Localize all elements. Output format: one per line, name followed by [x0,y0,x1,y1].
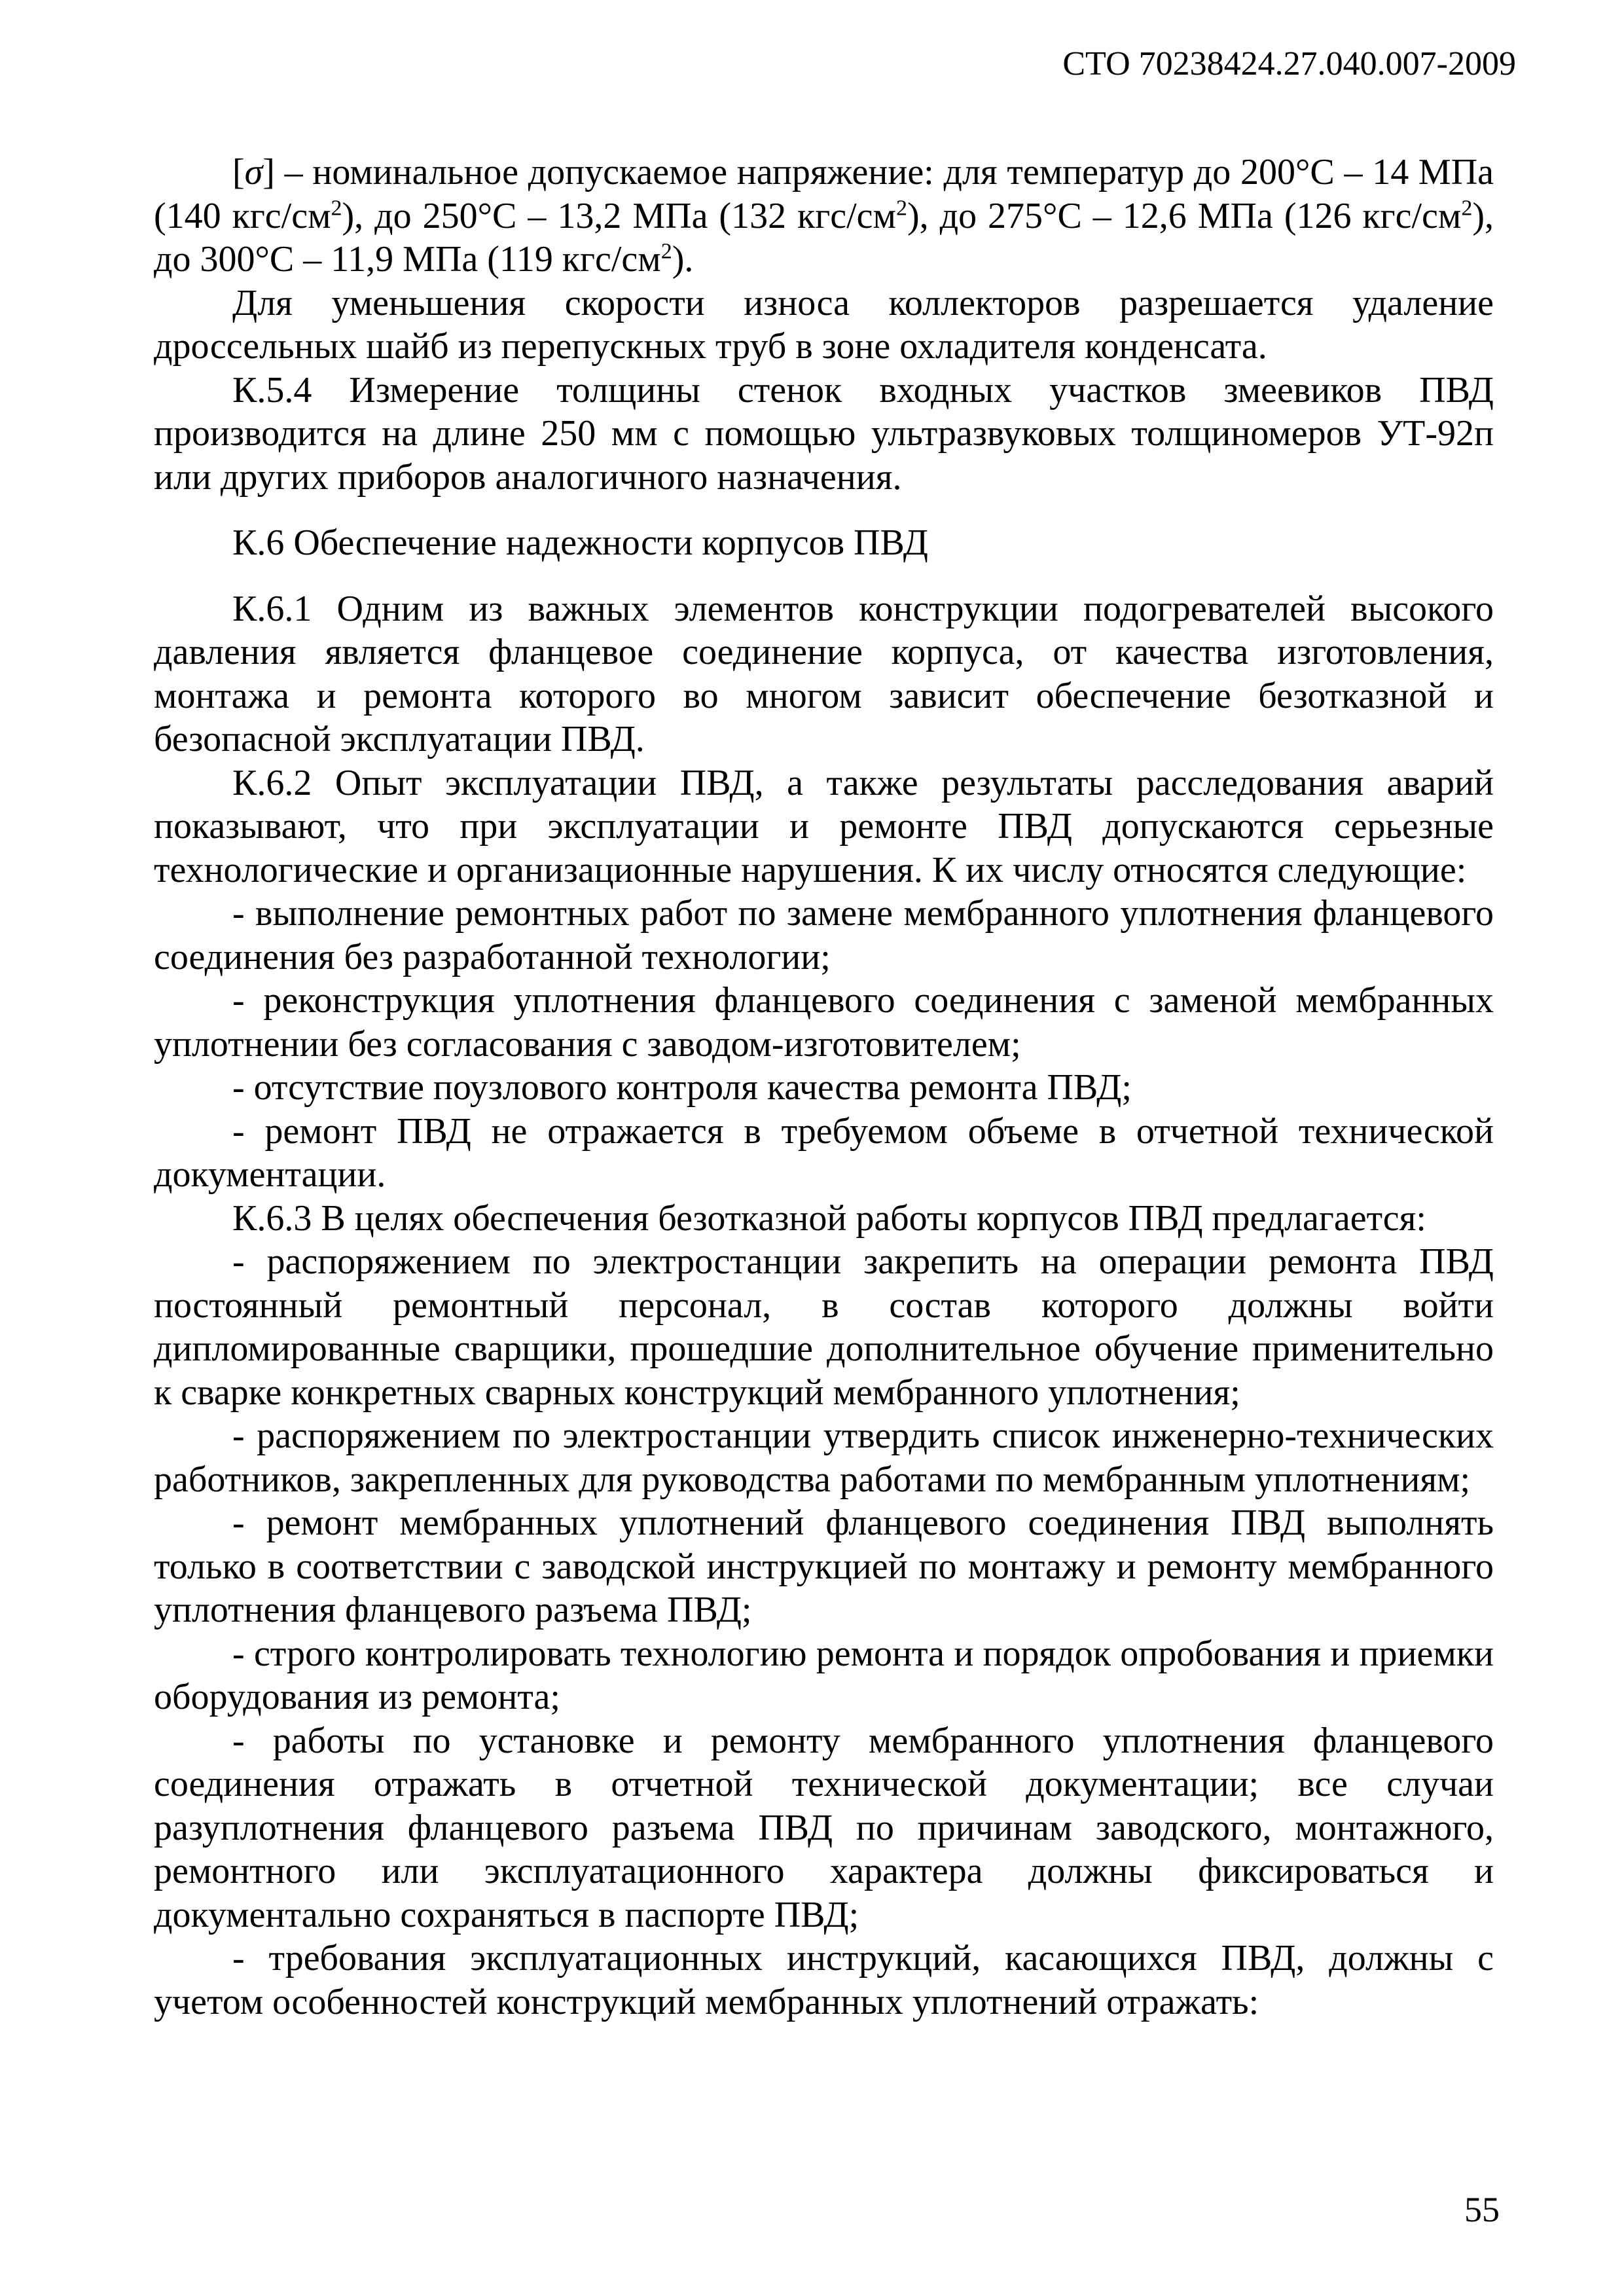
page-body [154,151,1494,2024]
list-item-k62: - реконструкция уплотнения фланцевого соединения с заменой мембранных уплотнении без согласования с заводом-изготовителем; [154,980,1494,1065]
stress-text-2: ), до 250°С – 13,2 МПа (132 кгс/см [342,195,896,236]
list-item-k62: - выполнение ремонтных работ по замене мембранного уплотнения фланцевого соединения без разработанной технологии; [154,893,1494,977]
list-item-k62: - ремонт ПВД не отражается в требуемом объеме в отчетной технической документации. [154,1110,1494,1195]
superscript-2: 2 [1461,195,1473,220]
stress-text-4: ), до 300°С – 11,9 МПа (119 кгс/см [154,195,1494,280]
bracket-open: [ [232,152,245,192]
paragraph-k54: К.5.4 Измерение толщины стенок входных участков змеевиков ПВД производится на длине 250 мм с помощью ультразвуковых толщиномеров УТ-92п или других приборов аналогичного назначения. [154,369,1494,498]
stress-text-5: ). [672,239,694,280]
superscript-2: 2 [895,195,907,220]
paragraph-allowable-stress [154,151,1494,282]
paragraph-collector-wear: Для уменьшения скорости износа коллекторов разрешается удаление дроссельных шайб из перепускных труб в зоне охладителя конденсата. [154,282,1494,367]
paragraph-k61: К.6.1 Одним из важных элементов конструкции подогревателей высокого давления является фланцевое соединение корпуса, от качества изготовления, монтажа и ремонта которого во многом зависит обеспечение безотказной и безопасной эксплуатации ПВД. [154,588,1494,759]
list-item-k62: - отсутствие поузлового контроля качества ремонта ПВД; [232,1067,1132,1108]
superscript-2: 2 [331,195,342,220]
list-item-k63: - строго контролировать технологию ремонта и порядок опробования и приемки оборудования из ремонта; [154,1633,1494,1717]
stress-text-3: ), до 275°С – 12,6 МПа (126 кгс/см [907,195,1462,236]
document-code-header: СТО 70238424.27.040.007-2009 [1062,45,1516,82]
paragraph-k63: К.6.3 В целях обеспечения безотказной работы корпусов ПВД предлагается: [232,1197,1426,1239]
list-item-k63: - распоряжением по электростанции утвердить список инженерно-технических работников, закрепленных для руководства работами по мембранным уплотнениям; [154,1415,1494,1500]
paragraph-k62: К.6.2 Опыт эксплуатации ПВД, а также результаты расследования аварий показывают, что при эксплуатации и ремонте ПВД допускаются серьезные технологические и организационные нарушения. К их числу относятся следующие: [154,762,1494,890]
page-number: 55 [1464,2190,1500,2229]
list-item-k63: - работы по установке и ремонту мембранного уплотнения фланцевого соединения отражать в отчетной технической документации; все случаи разуплотнения фланцевого разъема ПВД по причинам заводского, монтажного, ремонтного или эксплуатационного характера должны фиксироваться и документально сохраняться в паспорте ПВД; [154,1720,1494,1935]
list-item-k63: - ремонт мембранных уплотнений фланцевого соединения ПВД выполнять только в соответствии с заводской инструкцией по монтажу и ремонту мембранного уплотнения фланцевого разъема ПВД; [154,1503,1494,1630]
list-item-k63: - требования эксплуатационных инструкций, касающихся ПВД, должны с учетом особенностей конструкций мембранных уплотнений отражать: [154,1938,1494,2022]
superscript-2: 2 [660,239,672,264]
list-item-k63: - распоряжением по электростанции закрепить на операции ремонта ПВД постоянный ремонтный персонал, в состав которого должны войти дипломированные сварщики, прошедшие дополнительное обучение применительно к сварке конкретных сварных конструкций мембранного уплотнения; [154,1241,1494,1413]
stress-text-1: ] – номинальное допускаемое напряжение: для температур до 200°С – 14 МПа (140 кгс/см [154,152,1494,236]
section-heading-k6: К.6 Обеспечение надежности корпусов ПВД [232,522,928,563]
sigma-symbol: σ [244,152,263,192]
